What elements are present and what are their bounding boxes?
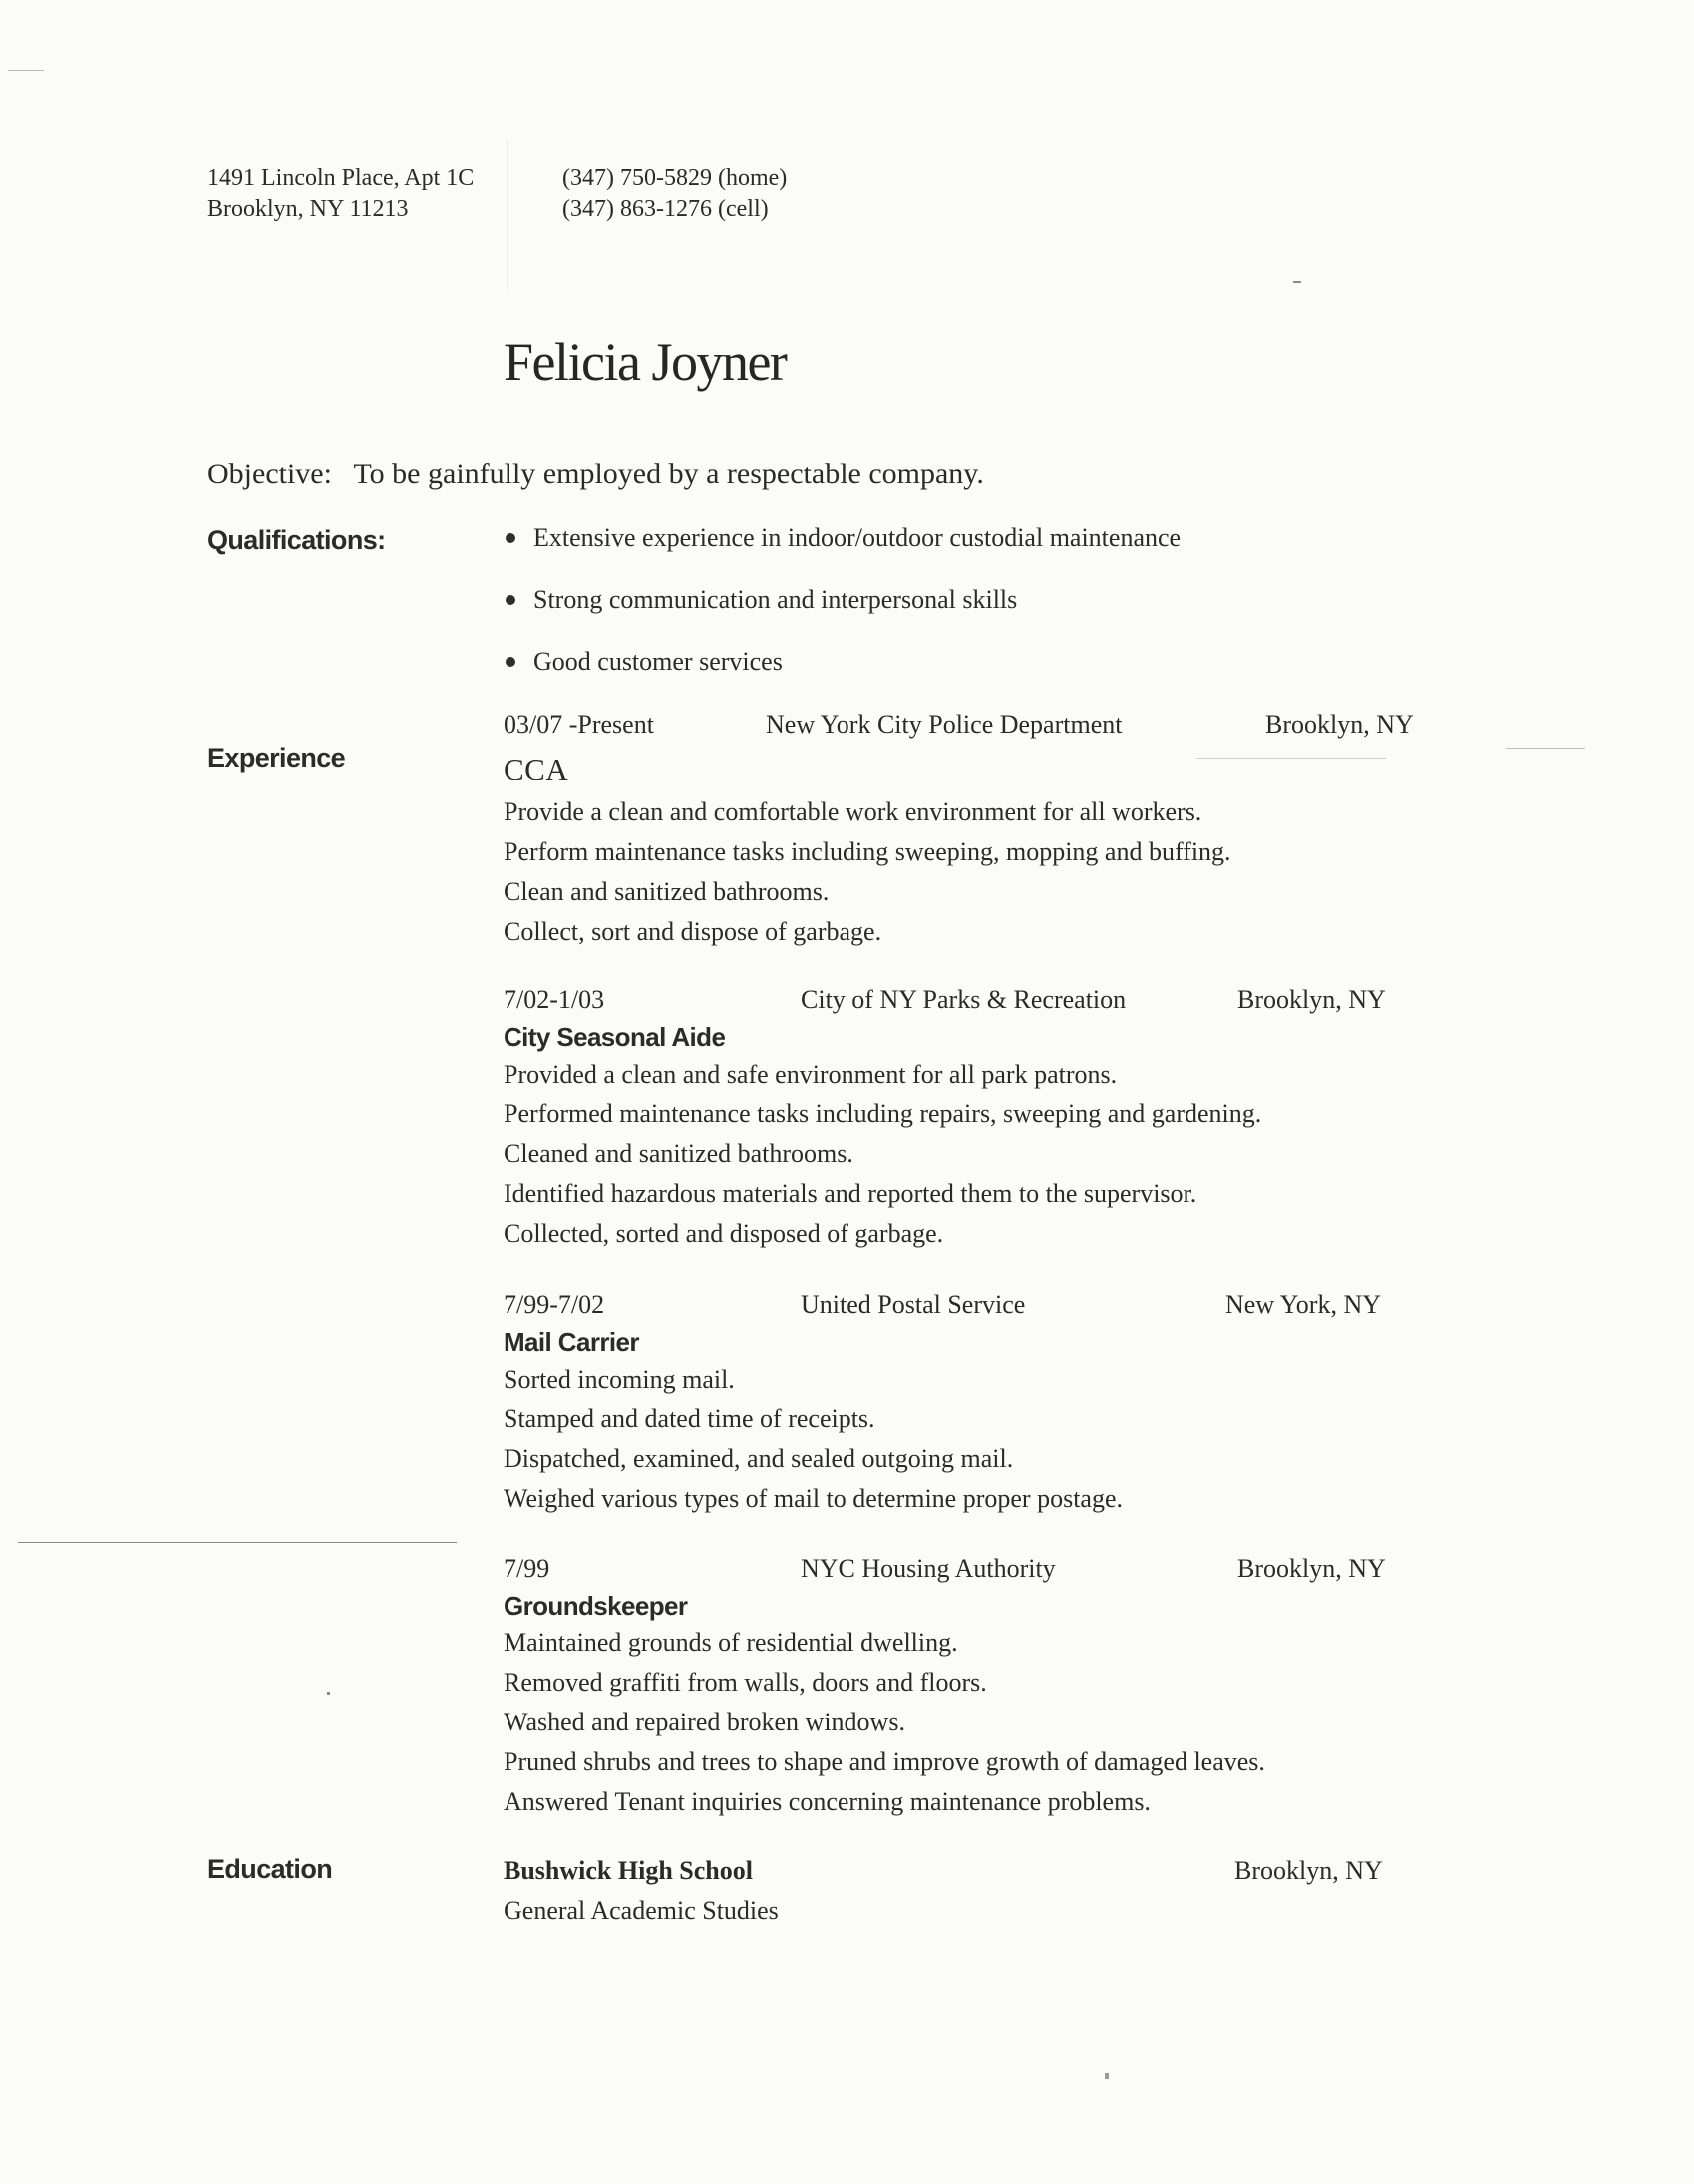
qualification-text: Good customer services	[533, 647, 783, 676]
job-employer: New York City Police Department	[766, 710, 1123, 739]
bullet-icon	[506, 595, 515, 605]
qualifications-label: Qualifications:	[207, 525, 386, 555]
job-title: Mail Carrier	[504, 1327, 639, 1357]
job-employer: United Postal Service	[801, 1290, 1026, 1319]
scan-line-left	[18, 1542, 457, 1543]
scan-line-right-2	[1506, 748, 1585, 749]
duty-line: Removed graffiti from walls, doors and floors.	[504, 1668, 987, 1697]
scan-dot-3	[1105, 2073, 1109, 2079]
address-line-2: Brooklyn, NY 11213	[207, 196, 409, 222]
qualification-item	[506, 585, 1017, 615]
job-location: Brooklyn, NY	[1237, 985, 1386, 1014]
job-location: Brooklyn, NY	[1265, 710, 1414, 739]
job-dates: 7/99-7/02	[504, 1290, 605, 1319]
duty-line: Cleaned and sanitized bathrooms.	[504, 1139, 853, 1168]
education-school: Bushwick High School	[504, 1856, 753, 1885]
duty-line: Collect, sort and dispose of garbage.	[504, 917, 882, 946]
duty-line: Stamped and dated time of receipts.	[504, 1404, 875, 1433]
phone-home: (347) 750-5829 (home)	[562, 165, 788, 191]
job-duties	[504, 1623, 1265, 1822]
bullet-icon	[506, 657, 515, 667]
objective-label: Objective:	[207, 458, 332, 490]
scan-line-right	[1196, 758, 1386, 759]
scan-dot-2	[327, 1692, 330, 1695]
job-title: Groundskeeper	[504, 1591, 688, 1621]
scan-mark-divider	[507, 140, 508, 289]
contact-address	[207, 163, 474, 225]
contact-phones	[562, 163, 787, 225]
duty-line: Provide a clean and comfortable work environment for all workers.	[504, 797, 1202, 826]
job-employer: NYC Housing Authority	[801, 1554, 1056, 1583]
duty-line: Collected, sorted and disposed of garbage.	[504, 1219, 944, 1248]
scan-dot-1	[1293, 281, 1301, 283]
education-program: General Academic Studies	[504, 1896, 779, 1925]
job-dates: 7/99	[504, 1554, 550, 1583]
phone-cell: (347) 863-1276 (cell)	[562, 196, 769, 222]
duty-line: Sorted incoming mail.	[504, 1365, 735, 1394]
objective-text: To be gainfully employed by a respectable company.	[353, 458, 984, 490]
job-location: New York, NY	[1225, 1290, 1382, 1319]
job-title: CCA	[504, 752, 569, 786]
job-dates: 03/07 -Present	[504, 710, 654, 739]
objective-row	[207, 458, 984, 491]
experience-label: Experience	[207, 743, 346, 773]
job-duties	[504, 792, 1231, 952]
qualification-item	[506, 647, 783, 677]
qualification-item	[506, 523, 1181, 553]
duty-line: Identified hazardous materials and reported them to the supervisor.	[504, 1179, 1197, 1208]
duty-line: Clean and sanitized bathrooms.	[504, 877, 830, 906]
job-location: Brooklyn, NY	[1237, 1554, 1386, 1583]
duty-line: Provided a clean and safe environment for all park patrons.	[504, 1060, 1118, 1089]
duty-line: Weighed various types of mail to determine proper postage.	[504, 1484, 1124, 1513]
job-title: City Seasonal Aide	[504, 1022, 726, 1052]
duty-line: Dispatched, examined, and sealed outgoing mail.	[504, 1444, 1014, 1473]
job-duties	[504, 1360, 1123, 1519]
job-duties	[504, 1055, 1261, 1254]
duty-line: Performed maintenance tasks including repairs, sweeping and gardening.	[504, 1099, 1262, 1128]
education-location: Brooklyn, NY	[1234, 1856, 1383, 1885]
education-label: Education	[207, 1854, 333, 1884]
duty-line: Perform maintenance tasks including sweeping, mopping and buffing.	[504, 837, 1231, 866]
bullet-icon	[506, 533, 515, 543]
qualification-text: Strong communication and interpersonal skills	[533, 585, 1018, 614]
duty-line: Washed and repaired broken windows.	[504, 1708, 905, 1736]
duty-line: Answered Tenant inquiries concerning maintenance problems.	[504, 1787, 1151, 1816]
qualification-text: Extensive experience in indoor/outdoor custodial maintenance	[533, 523, 1182, 552]
job-dates: 7/02-1/03	[504, 985, 605, 1014]
job-employer: City of NY Parks & Recreation	[801, 985, 1127, 1014]
duty-line: Maintained grounds of residential dwelling.	[504, 1628, 958, 1657]
scan-mark-top	[8, 70, 44, 71]
address-line-1: 1491 Lincoln Place, Apt 1C	[207, 165, 475, 191]
duty-line: Pruned shrubs and trees to shape and improve growth of damaged leaves.	[504, 1747, 1265, 1776]
candidate-name: Felicia Joyner	[504, 332, 787, 392]
